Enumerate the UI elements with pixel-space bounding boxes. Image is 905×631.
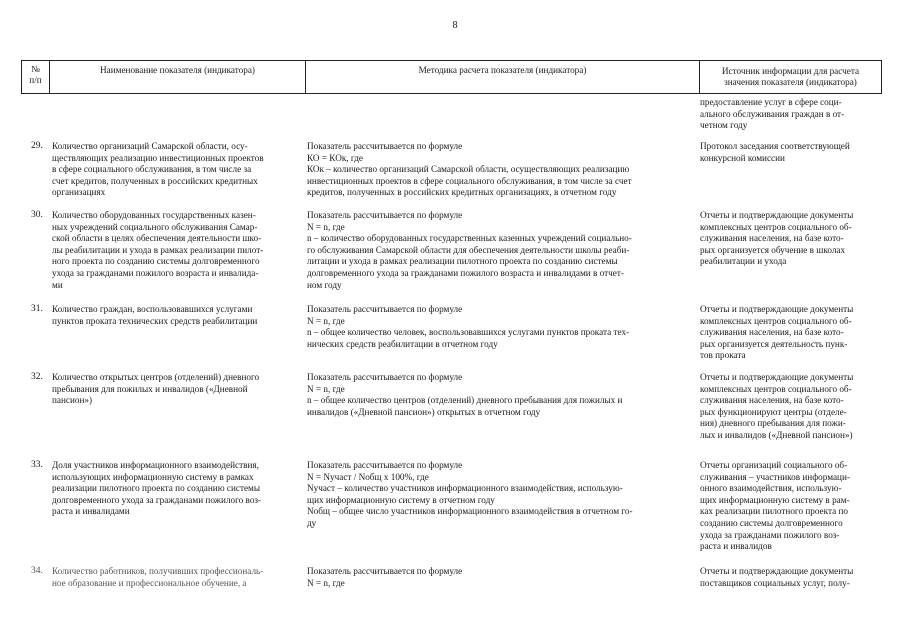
row-number: 29.	[31, 141, 43, 151]
text-line: Показатель рассчитывается по формуле	[307, 141, 463, 151]
text-line: онного взаимодействия, использую-	[700, 483, 842, 494]
text-line: служивания населения, на базе кото-	[700, 327, 844, 338]
text-line: в сфере социального обслуживания, в том числе за	[52, 164, 252, 175]
text-line: долговременного ухода за гражданами пожилого воз-	[52, 494, 262, 505]
text-line: ном году	[307, 279, 342, 290]
text-line: лых и инвалидов («Дневной пансион»)	[700, 429, 853, 440]
text-line: кредитов, полученных в российских кредитных организациях, в отчетном году	[307, 187, 617, 198]
row-number: 30.	[31, 210, 43, 220]
text-line: Отчеты и подтверждающие документы	[700, 210, 854, 220]
text-line: пребывания для пожилых и инвалидов («Дневной	[52, 383, 248, 394]
header-col-source	[700, 66, 881, 88]
header-col-source-line1: Источник информации для расчета	[721, 66, 860, 76]
text-line: комплексных центров социального об-	[700, 315, 852, 326]
text-line: ской области в целях обеспечения деятельности шко-	[52, 233, 262, 244]
text-line: созданию системы долговременного	[700, 517, 843, 528]
text-line: n – общее количество человек, воспользовавшихся услугами пунктов проката тех-	[307, 327, 630, 338]
text-line: Отчеты и подтверждающие документы	[700, 372, 854, 382]
text-line: рых организуется обучение в школах	[700, 244, 846, 255]
text-line: Количество работников, получивших профессиональ-	[52, 566, 264, 576]
text-line: го обслуживания Самарской области для обеспечения деятельности школы реаби-	[307, 244, 630, 255]
row-number: 34.	[31, 566, 43, 576]
row-method	[307, 460, 699, 530]
text-line: Показатель рассчитывается по формуле	[307, 566, 463, 576]
text-line: Показатель рассчитывается по формуле	[307, 372, 463, 382]
row-source	[700, 566, 880, 589]
header-col-num-line2: п/п	[29, 75, 42, 85]
text-line: конкурсной комиссии	[700, 152, 785, 163]
text-line: Nучаст – количество участников информационного взаимодействия, использую-	[307, 483, 623, 494]
page-number: 8	[452, 20, 458, 31]
text-line: пунктов проката технических средств реабилитации	[52, 315, 258, 326]
row-name	[52, 566, 304, 589]
text-line: n – общее количество центров (отделений) дневного пребывания для пожилых и	[307, 395, 623, 406]
text-line: рых функционируют центры (отделе-	[700, 406, 847, 417]
text-line: N = n, где	[307, 577, 345, 588]
text-line: ное образование и профессиональное обучение, а	[52, 577, 247, 588]
text-line: ного проекта по созданию системы долговременного	[52, 256, 260, 267]
text-line: рых организуется деятельность пунк-	[700, 338, 848, 349]
text-line: инвалидов («Дневной пансион») открытых в отчетном году	[307, 406, 541, 417]
header-bottom-border	[21, 93, 882, 94]
header-top-border	[21, 60, 882, 61]
text-line: долговременного ухода за гражданами пожилого возраста и инвалидами в отчет-	[307, 267, 624, 278]
text-line: нических средств реабилитации в отчетном году	[307, 338, 498, 349]
text-line: раста и инвалидов	[700, 541, 772, 552]
text-line: литации и ухода в рамках реализации пилотного проекта по созданию системы	[307, 256, 618, 267]
row-source	[700, 372, 880, 442]
text-line: реабилитации и ухода	[700, 256, 787, 267]
text-line: Показатель рассчитывается по формуле	[307, 304, 463, 314]
text-line: служивания населения, на базе кото-	[700, 233, 844, 244]
row-name	[52, 460, 304, 518]
row-method	[307, 210, 699, 291]
text-line: ми	[52, 279, 63, 290]
text-line: N = n, где	[307, 221, 345, 232]
text-line: щих информационную систему в рам-	[700, 494, 850, 505]
text-line: пансион»)	[52, 395, 93, 406]
text-line: ния) дневного пребывания для пожи-	[700, 418, 846, 429]
text-line: ществляющих реализацию инвестиционных проектов	[52, 152, 264, 163]
row-source	[700, 460, 880, 553]
text-line: счет кредитов, полученных в российских кредитных	[52, 175, 258, 186]
text-line: Отчеты и подтверждающие документы	[700, 304, 854, 314]
row-method	[307, 566, 699, 589]
header-col-method: Методика расчета показателя (индикатора)	[418, 65, 587, 75]
text-line: Nобщ – общее число участников информационного взаимодействия в отчетном го-	[307, 506, 633, 517]
text-line: ду	[307, 517, 317, 528]
row-source	[700, 304, 880, 362]
text-line: КОк – количество организаций Самарской области, осуществляющих реализацию	[307, 164, 630, 175]
text-line: N = n, где	[307, 315, 345, 326]
text-line: Отчеты организаций социального об-	[700, 460, 848, 470]
row-source	[700, 210, 880, 268]
text-line: Количество оборудованных государственных казен-	[52, 210, 256, 220]
text-line: Количество граждан, воспользовавшихся услугами	[52, 304, 253, 314]
text-line: Показатель рассчитывается по формуле	[307, 460, 463, 470]
text-line: Количество организаций Самарской области, осу-	[52, 141, 248, 151]
text-line: ках реализации пилотного проекта по	[700, 506, 848, 517]
text-line: служивания населения, на базе кото-	[700, 395, 844, 406]
row-method	[307, 372, 699, 418]
row-number: 33.	[31, 460, 43, 470]
text-line: четном году	[700, 120, 748, 131]
row-method	[307, 304, 699, 350]
text-line: тов проката	[700, 350, 746, 361]
text-line: поставщиков социальных услуг, полу-	[700, 577, 850, 588]
text-line: n – количество оборудованных государственных казенных учреждений социально-	[307, 233, 632, 244]
text-line: N = Nучаст / Nобщ х 100%, где	[307, 471, 429, 482]
text-line: Показатель рассчитывается по формуле	[307, 210, 463, 220]
text-line: предоставление услуг в сфере соци-	[700, 97, 842, 107]
text-line: Доля участников информационного взаимодействия,	[52, 460, 259, 470]
text-line: служивания – участников информаци-	[700, 471, 850, 482]
header-col-num-line1: №	[31, 64, 40, 74]
row-source	[700, 141, 880, 164]
row-method	[307, 141, 699, 199]
text-line: инвестиционных проектов в сфере социального обслуживания, в том числе за счет	[307, 175, 632, 186]
text-line: реализации пилотного проекта по созданию системы	[52, 483, 261, 494]
text-line: КО = КОк, где	[307, 152, 363, 163]
text-line: комплексных центров социального об-	[700, 221, 852, 232]
text-line: использующих информационную систему в рамках	[52, 471, 254, 482]
header-right-border	[881, 60, 882, 94]
text-line: лы реабилитации и ухода в рамках реализации пилот-	[52, 244, 264, 255]
text-line: комплексных центров социального об-	[700, 383, 852, 394]
text-line: организациях	[52, 187, 106, 198]
row-name	[52, 141, 304, 199]
text-line: ных учреждений социального обслуживания Самар-	[52, 221, 258, 232]
text-line: ального обслуживания граждан в от-	[700, 108, 845, 119]
text-line: N = n, где	[307, 383, 345, 394]
row-number: 31.	[31, 304, 43, 314]
row-name	[52, 304, 304, 327]
header-col-name: Наименование показателя (индикатора)	[100, 65, 255, 75]
text-line: Протокол заседания соответствующей	[700, 141, 850, 151]
text-line: ухода за гражданами пожилого возраста и инвалида-	[52, 267, 259, 278]
text-line: Количество открытых центров (отделений) дневного	[52, 372, 260, 382]
row-number: 32.	[31, 372, 43, 382]
header-col-source-line2: значения показателя (индикатора)	[724, 77, 857, 87]
row-name	[52, 210, 304, 291]
text-line: раста и инвалидами	[52, 506, 130, 517]
text-line: ухода за гражданами пожилого воз-	[700, 529, 840, 540]
text-line: Отчеты и подтверждающие документы	[700, 566, 854, 576]
text-line: щих информационную систему в отчетном году	[307, 494, 495, 505]
row-name	[52, 372, 304, 407]
header-col-num	[22, 64, 49, 86]
carryover-source	[700, 97, 880, 132]
